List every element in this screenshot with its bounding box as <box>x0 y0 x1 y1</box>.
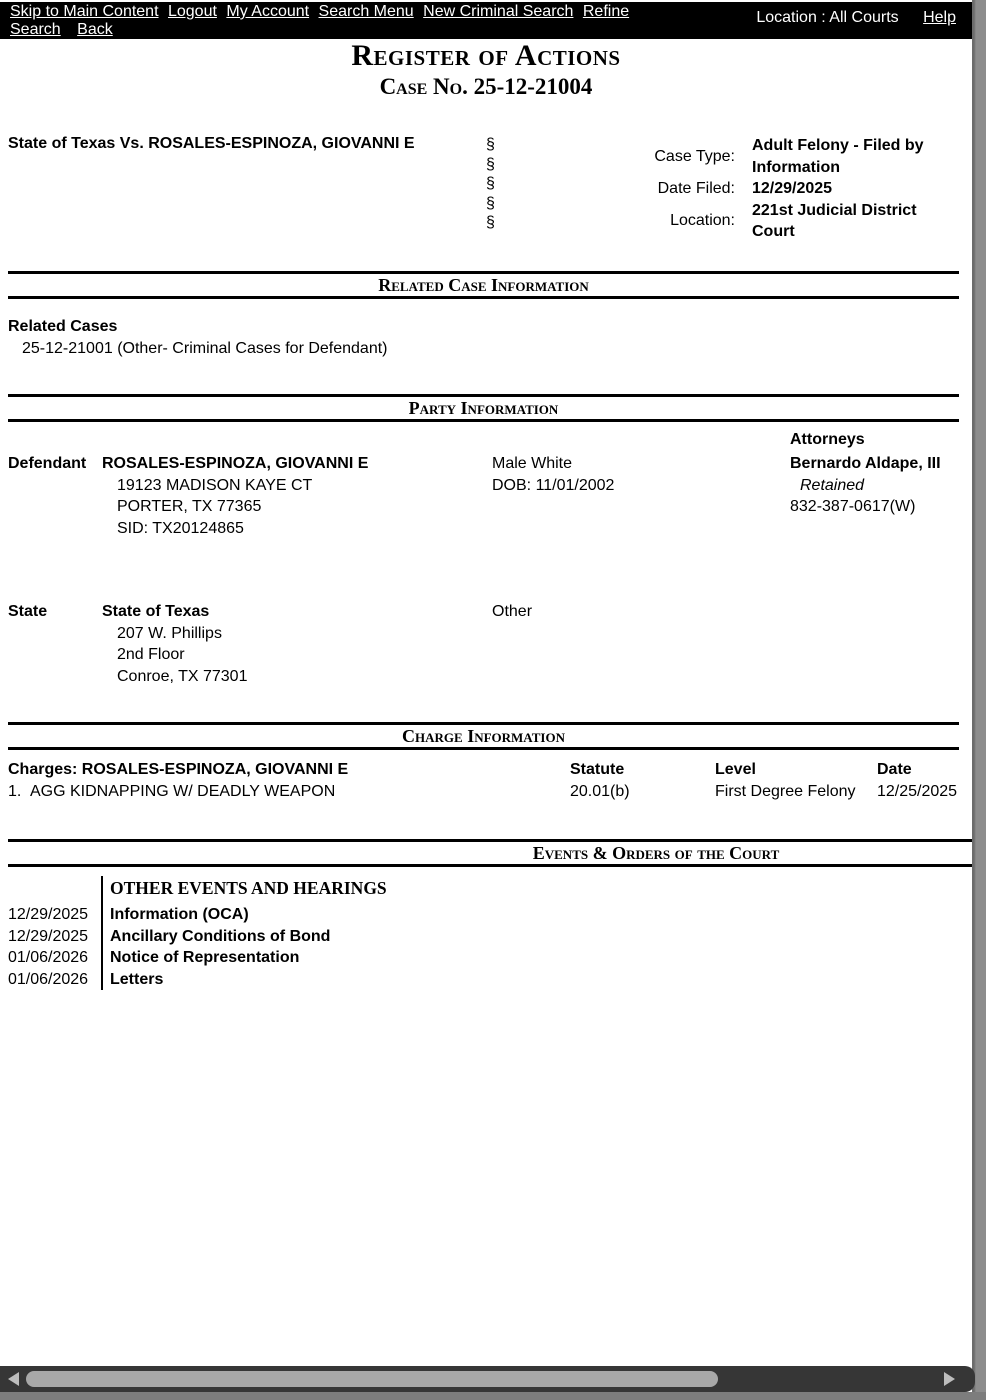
top-navigation-bar <box>0 2 972 39</box>
title-block <box>0 41 972 99</box>
window-bottom-trim <box>0 1392 986 1400</box>
event-row <box>8 969 964 991</box>
party-attorney <box>790 453 972 518</box>
location-indicator: Location : All Courts <box>756 9 899 26</box>
event-row <box>8 904 964 926</box>
case-type-label: Case Type: <box>654 147 735 165</box>
party-role: State <box>8 603 48 620</box>
section-symbol: § <box>486 136 495 153</box>
events-group-heading-row <box>8 876 964 904</box>
party-demographics <box>492 453 614 496</box>
address-line: PORTER, TX 77365 <box>117 498 262 515</box>
statute-column-header: Statute <box>570 761 625 778</box>
related-cases-heading: Related Cases <box>8 318 118 335</box>
horizontal-scrollbar-thumb[interactable] <box>26 1371 718 1387</box>
case-type-value: Adult Felony - Filed by Information <box>752 137 924 176</box>
charges-header-row <box>8 761 972 783</box>
address-line: SID: TX20124865 <box>117 519 244 537</box>
attorney-phone: 832-387-0617(W) <box>790 498 916 515</box>
nav-right <box>756 9 956 27</box>
related-case-information-header: Related Case Information <box>8 271 959 299</box>
section-symbol: § <box>486 155 495 173</box>
case-type-row <box>610 135 962 178</box>
charge-description: AGG KIDNAPPING W/ DEADLY WEAPON <box>30 783 336 800</box>
address-line: Conroe, TX 77301 <box>117 667 248 685</box>
skip-to-main-content-link[interactable]: Skip to Main Content <box>10 3 159 20</box>
scroll-left-arrow-icon[interactable] <box>8 1372 19 1386</box>
section-symbol-column <box>486 135 495 233</box>
event-date: 01/06/2026 <box>8 970 89 988</box>
search-menu-link[interactable]: Search Menu <box>318 3 414 20</box>
section-symbol: § <box>486 194 495 212</box>
charges-heading: Charges: ROSALES-ESPINOZA, GIOVANNI E <box>8 761 349 778</box>
new-criminal-search-link[interactable]: New Criminal Search <box>423 3 574 20</box>
charge-row <box>8 783 972 805</box>
date-column-header: Date <box>877 761 912 778</box>
case-number: Case No. 25-12-21004 <box>379 74 593 99</box>
charge-level: First Degree Felony <box>715 783 856 800</box>
address-line: 19123 MADISON KAYE CT <box>117 476 313 494</box>
attorney-name: Bernardo Aldape, III <box>790 455 941 472</box>
case-detail-fields <box>610 135 962 243</box>
party-address <box>117 623 472 688</box>
party-role: Defendant <box>8 455 87 472</box>
event-date: 01/06/2026 <box>8 949 89 966</box>
date-filed-value: 12/29/2025 <box>752 180 833 197</box>
events-group-heading: OTHER EVENTS AND HEARINGS <box>101 876 964 904</box>
party-address <box>117 475 472 540</box>
party-demographics <box>492 601 532 623</box>
event-title: Ancillary Conditions of Bond <box>101 926 964 948</box>
section-symbol: § <box>486 214 495 231</box>
event-title: Notice of Representation <box>101 947 964 969</box>
event-row <box>8 926 964 948</box>
attorney-status: Retained <box>800 476 865 494</box>
event-date: 12/29/2025 <box>8 906 89 923</box>
location-label: Location: <box>670 212 735 229</box>
event-row <box>8 947 964 969</box>
date-filed-row <box>610 178 962 200</box>
vertical-scrollbar[interactable] <box>972 0 986 1400</box>
scroll-right-arrow-icon[interactable] <box>944 1372 955 1386</box>
refine-search-link-wrapped[interactable]: Search <box>10 20 61 38</box>
back-link[interactable]: Back <box>77 20 113 38</box>
event-title: Information (OCA) <box>101 904 964 926</box>
address-line: 207 W. Phillips <box>117 624 222 642</box>
logout-link[interactable]: Logout <box>167 3 217 20</box>
date-filed-label: Date Filed: <box>657 179 735 197</box>
page-title: Register of Actions <box>351 39 621 72</box>
events-table <box>8 876 964 990</box>
refine-search-link[interactable]: Refine <box>582 3 630 20</box>
address-line: 2nd Floor <box>117 646 185 663</box>
event-date: 12/29/2025 <box>8 927 89 945</box>
nav-line-2 <box>10 21 634 39</box>
event-title: Letters <box>101 969 964 991</box>
level-column-header: Level <box>715 761 756 778</box>
party-information-header: Party Information <box>8 394 959 422</box>
events-date-column-spacer <box>8 876 101 904</box>
location-row <box>610 200 962 243</box>
party-name: State of Texas <box>102 603 210 620</box>
charge-date: 12/25/2025 <box>877 783 958 800</box>
events-orders-header: Events & Orders of the Court <box>8 839 986 867</box>
nav-links <box>10 3 634 38</box>
style-of-case: State of Texas Vs. ROSALES-ESPINOZA, GIOVANNI E <box>8 135 415 152</box>
charge-statute: 20.01(b) <box>570 783 630 800</box>
charge-information-header: Charge Information <box>8 722 959 750</box>
demographics-line: DOB: 11/01/2002 <box>492 476 615 494</box>
demographics-line: Male White <box>492 455 573 472</box>
attorneys-column-heading: Attorneys <box>790 431 865 448</box>
related-cases-block <box>8 316 388 359</box>
help-link[interactable]: Help <box>923 9 956 26</box>
nav-line-1 <box>10 3 634 21</box>
party-name-address <box>102 601 472 687</box>
related-case-item: 25-12-21001 (Other- Criminal Cases for Defendant) <box>22 339 388 357</box>
location-value: 221st Judicial District Court <box>752 201 917 240</box>
events-section <box>8 839 986 867</box>
my-account-link[interactable]: My Account <box>226 3 310 20</box>
party-name: ROSALES-ESPINOZA, GIOVANNI E <box>102 455 369 472</box>
party-name-address <box>102 453 472 539</box>
charge-number: 1. <box>8 783 22 800</box>
horizontal-scrollbar[interactable] <box>0 1366 975 1392</box>
section-symbol: § <box>486 175 495 192</box>
demographics-line: Other <box>492 603 533 620</box>
